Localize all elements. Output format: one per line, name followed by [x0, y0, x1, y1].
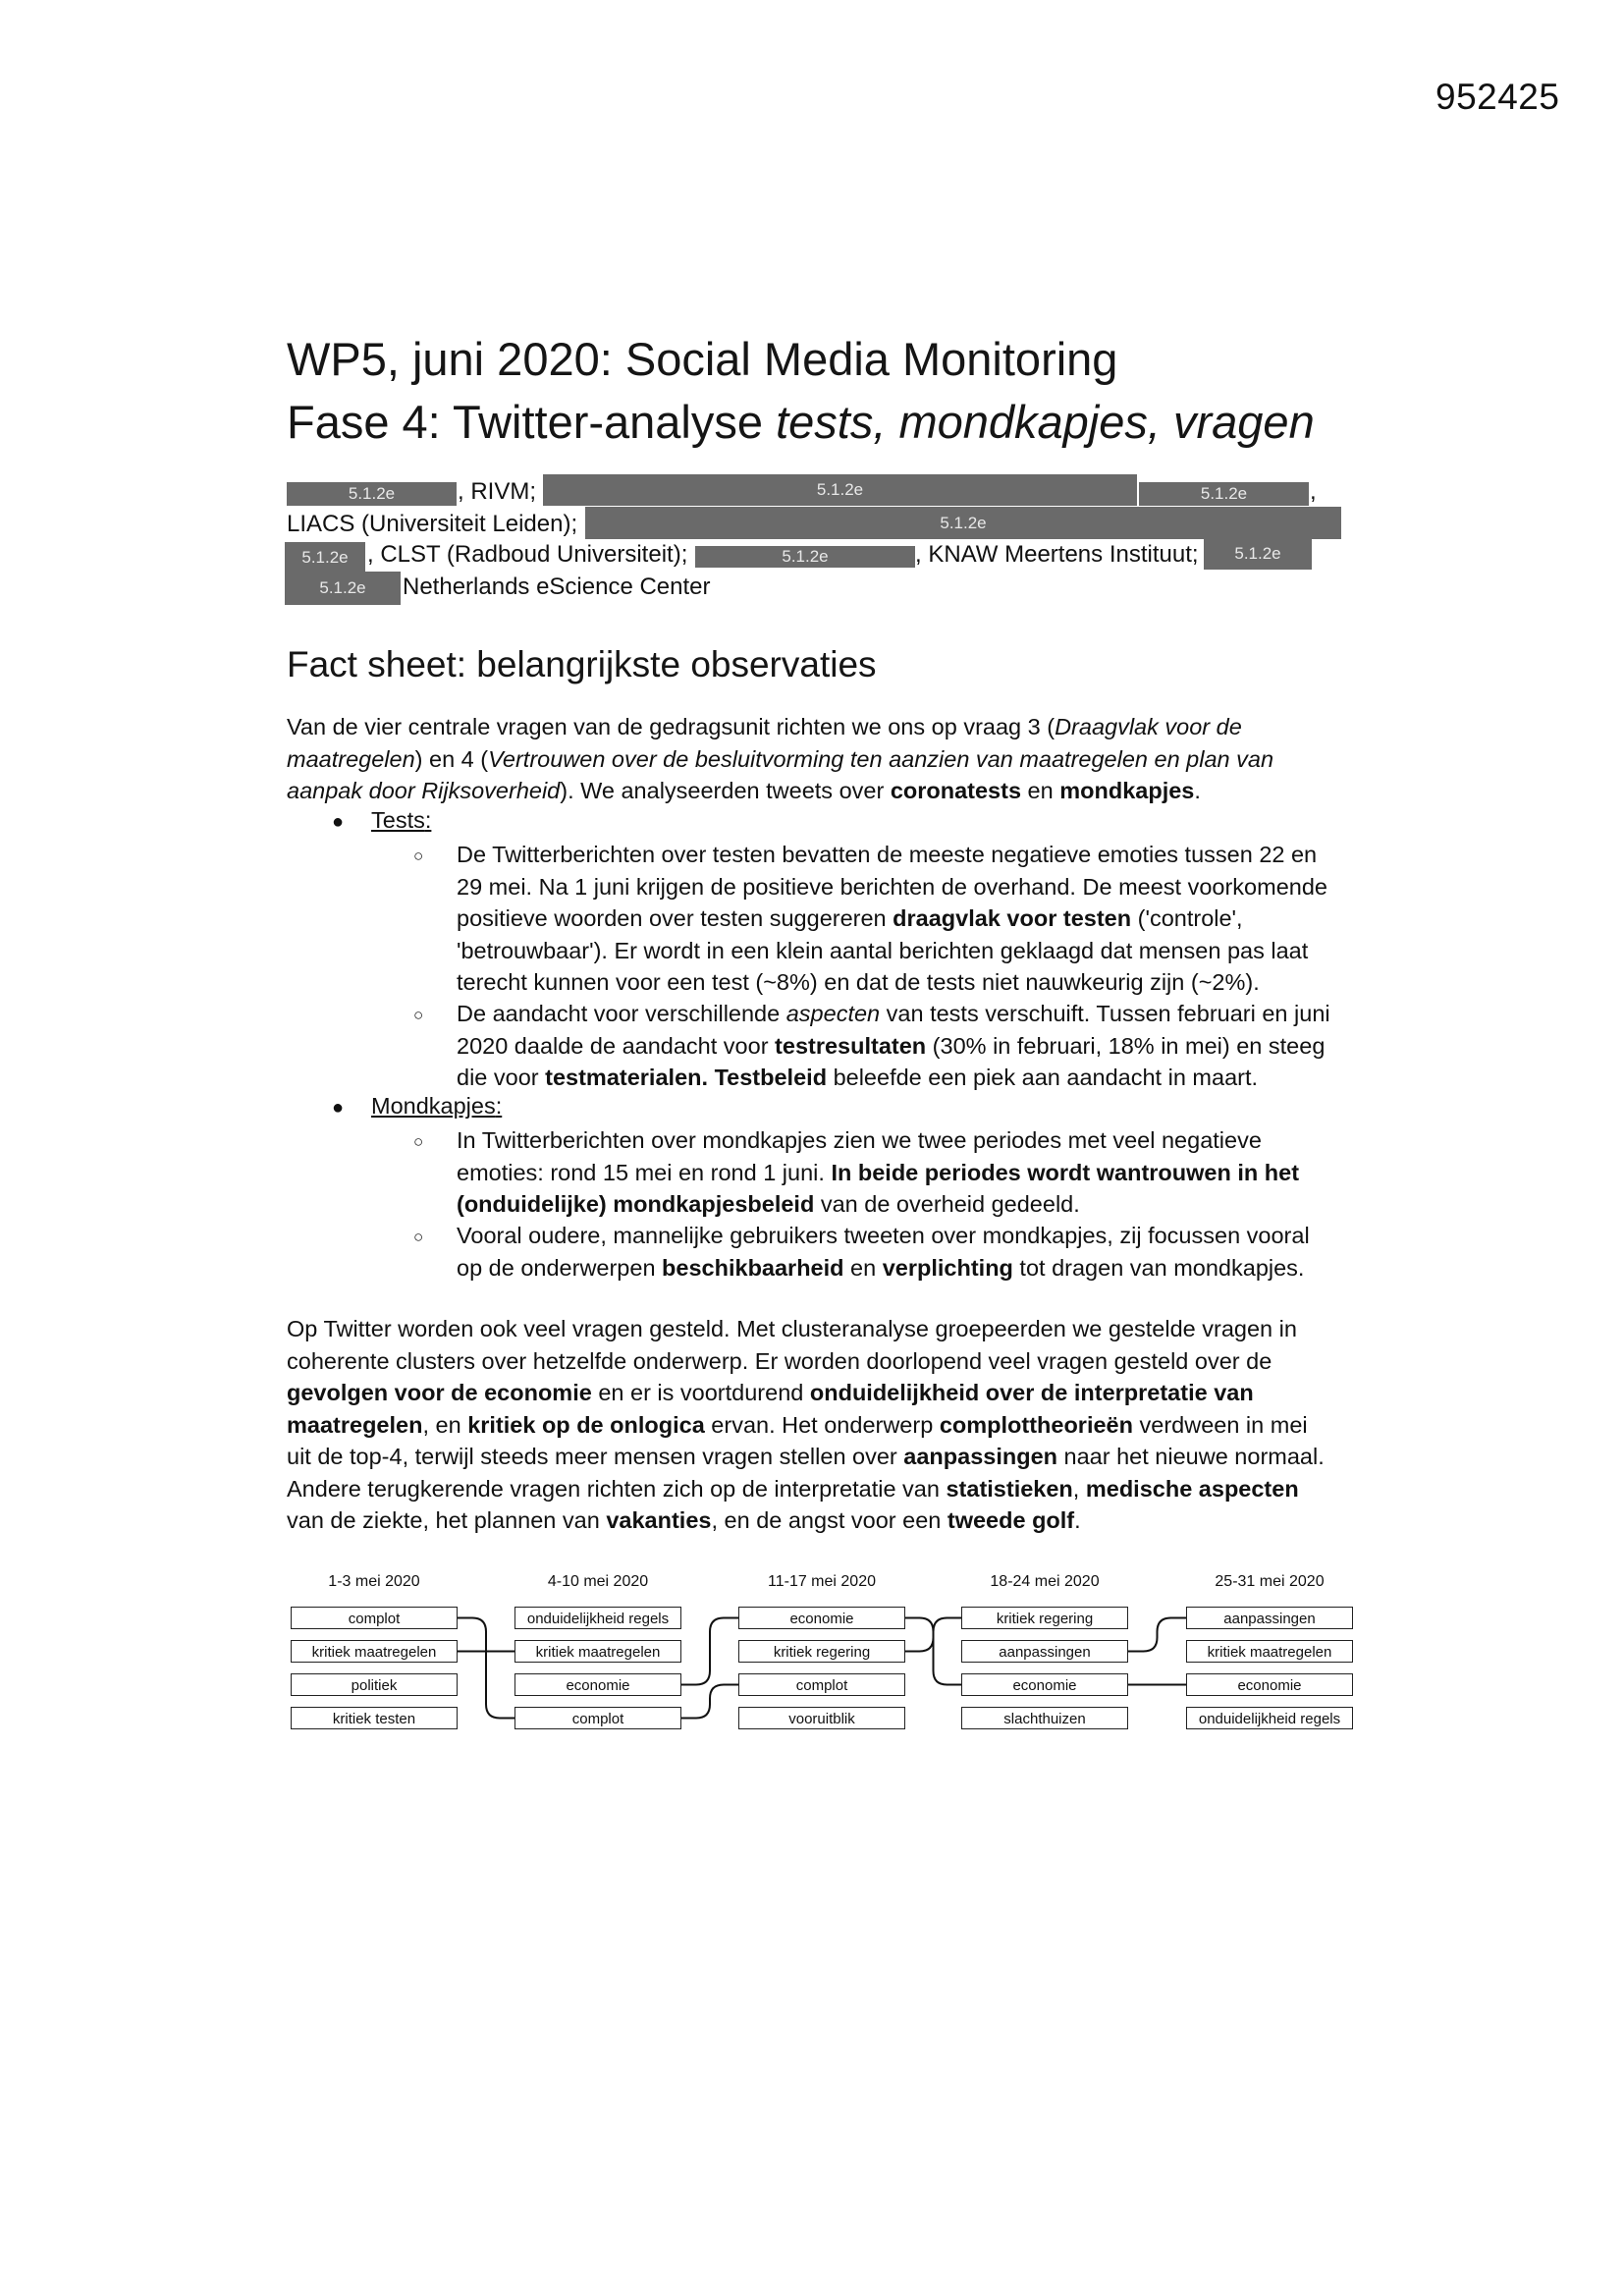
- cluster-period-label: 4-10 mei 2020: [547, 1573, 649, 1590]
- circle-bullet-icon: ○: [413, 1006, 424, 1024]
- cluster-connector-line: [1128, 1618, 1186, 1652]
- affiliation-comma: ,: [1310, 478, 1317, 505]
- affiliation-liacs: LIACS (Universiteit Leiden);: [287, 511, 578, 537]
- masks-subpoint-1: In Twitterberichten over mondkapjes zien we twee periodes met veel negatieve emoties: rond 15 mei en rond 1 juni. In beide periodes wordt wantrouwen in het (onduidelijke) mondkapjesbeleid van de overheid gedeeld.: [457, 1127, 1300, 1217]
- affiliation-rivm: , RIVM;: [458, 478, 537, 505]
- redaction-box: 5.1.2e: [285, 542, 365, 574]
- cluster-period-label: 1-3 mei 2020: [328, 1573, 420, 1590]
- bullet-label-tests: Tests:: [371, 807, 432, 833]
- cluster-topic-box: slachthuizen: [961, 1707, 1128, 1729]
- cluster-topic-box: complot: [291, 1607, 458, 1629]
- cluster-topic-box: aanpassingen: [961, 1640, 1128, 1663]
- redaction-box: 5.1.2e: [1204, 537, 1312, 570]
- bullet-icon: ●: [332, 811, 345, 833]
- cluster-topic-box: complot: [514, 1707, 681, 1729]
- document-number: 952425: [1435, 77, 1560, 117]
- cluster-topic-box: onduidelijkheid regels: [1186, 1707, 1353, 1729]
- cluster-topic-box: vooruitblik: [738, 1707, 905, 1729]
- bullet-icon: ●: [332, 1097, 345, 1119]
- cluster-topic-box: kritiek maatregelen: [291, 1640, 458, 1663]
- circle-bullet-icon: ○: [413, 847, 424, 865]
- cluster-topic-box: economie: [1186, 1673, 1353, 1696]
- page-title: WP5, juni 2020: Social Media Monitoring: [287, 333, 1118, 385]
- cluster-topic-box: complot: [738, 1673, 905, 1696]
- cluster-topic-box: economie: [514, 1673, 681, 1696]
- redaction-box: 5.1.2e: [285, 572, 401, 605]
- redaction-box: 5.1.2e: [287, 482, 457, 506]
- cluster-topic-box: kritiek regering: [738, 1640, 905, 1663]
- affiliation-clst: , CLST (Radboud Universiteit);: [367, 541, 688, 568]
- text-line: maatregelen) en 4 (Vertrouwen over de besluitvorming ten aanzien van maatregelen en plan van: [287, 745, 1274, 772]
- cluster-connector-line: [458, 1618, 514, 1719]
- redaction-box: 5.1.2e: [585, 507, 1341, 539]
- cluster-topic-box: kritiek regering: [961, 1607, 1128, 1629]
- cluster-topic-box: economie: [961, 1673, 1128, 1696]
- cluster-topic-box: politiek: [291, 1673, 458, 1696]
- text-line: Van de vier centrale vragen van de gedragsunit richten we ons op vraag 3 (Draagvlak voor de: [287, 714, 1242, 739]
- tests-subpoint-2: De aandacht voor verschillende aspecten van tests verschuift. Tussen februari en juni 2020 daalde de aandacht voor testresultaten (30% in februari, 18% in mei) en steeg die voor testmaterialen. Testbeleid beleefde een piek aan aandacht in maart.: [457, 1001, 1330, 1090]
- masks-subpoint-2: Vooral oudere, mannelijke gebruikers tweeten over mondkapjes, zij focussen vooral op de onderwerpen beschikbaarheid en verplichting tot dragen van mondkapjes.: [457, 1223, 1310, 1281]
- cluster-topic-box: economie: [738, 1607, 905, 1629]
- cluster-topic-box: aanpassingen: [1186, 1607, 1353, 1629]
- cluster-topic-box: kritiek maatregelen: [1186, 1640, 1353, 1663]
- cluster-topic-box: kritiek testen: [291, 1707, 458, 1729]
- questions-paragraph: Op Twitter worden ook veel vragen gesteld. Met clusteranalyse groepeerden we gestelde vragen in coherente clusters over hetzelfde onderwerp. Er worden doorlopend veel vragen gesteld over de gevolgen voor de economie en er is voortdurend onduidelijkheid over de interpretatie van maatregelen, en kritiek op de onlogica ervan. Het onderwerp complottheorieën verdween in mei uit de top-4, terwijl steeds meer mensen vragen stellen over aanpassingen naar het nieuwe normaal. Andere terugkerende vragen richten zich op de interpretatie van statistieken, medische aspecten van de ziekte, het plannen van vakanties, en de angst voor een tweede golf.: [287, 1316, 1325, 1533]
- tests-subpoint-1: De Twitterberichten over testen bevatten de meeste negatieve emoties tussen 22 en 29 mei. Na 1 juni krijgen de positieve berichten de overhand. De meest voorkomende positieve woorden over testen suggereren draagvlak voor testen ('controle', 'betrouwbaar'). Er wordt in een klein aantal berichten geklaagd dat mensen pas laat terecht kunnen voor een test (~8%) en dat de tests niet nauwkeurig zijn (~2%).: [457, 842, 1327, 995]
- cluster-topic-box: onduidelijkheid regels: [514, 1607, 681, 1629]
- cluster-topic-box: kritiek maatregelen: [514, 1640, 681, 1663]
- subtitle-italic: tests, mondkapjes, vragen: [776, 396, 1315, 448]
- cluster-period-label: 25-31 mei 2020: [1215, 1573, 1325, 1590]
- affiliation-nlesc: Netherlands eScience Center: [403, 574, 711, 600]
- cluster-period-label: 18-24 mei 2020: [990, 1573, 1100, 1590]
- circle-bullet-icon: ○: [413, 1132, 424, 1151]
- text-line: aanpak door Rijksoverheid). We analyseerden tweets over coronatests en mondkapjes.: [287, 778, 1201, 803]
- redaction-box: 5.1.2e: [543, 474, 1137, 506]
- redaction-box: 5.1.2e: [1139, 482, 1309, 506]
- redaction-box: 5.1.2e: [695, 546, 915, 568]
- bullet-label-masks: Mondkapjes:: [371, 1093, 503, 1119]
- circle-bullet-icon: ○: [413, 1228, 424, 1246]
- subtitle-prefix: Fase 4: Twitter-analyse: [287, 396, 777, 448]
- section-heading: Fact sheet: belangrijkste observaties: [287, 644, 877, 684]
- cluster-period-label: 11-17 mei 2020: [768, 1573, 876, 1590]
- cluster-connector-line: [681, 1618, 738, 1685]
- affiliation-knaw: , KNAW Meertens Instituut;: [915, 541, 1199, 568]
- cluster-connector-line: [681, 1685, 738, 1719]
